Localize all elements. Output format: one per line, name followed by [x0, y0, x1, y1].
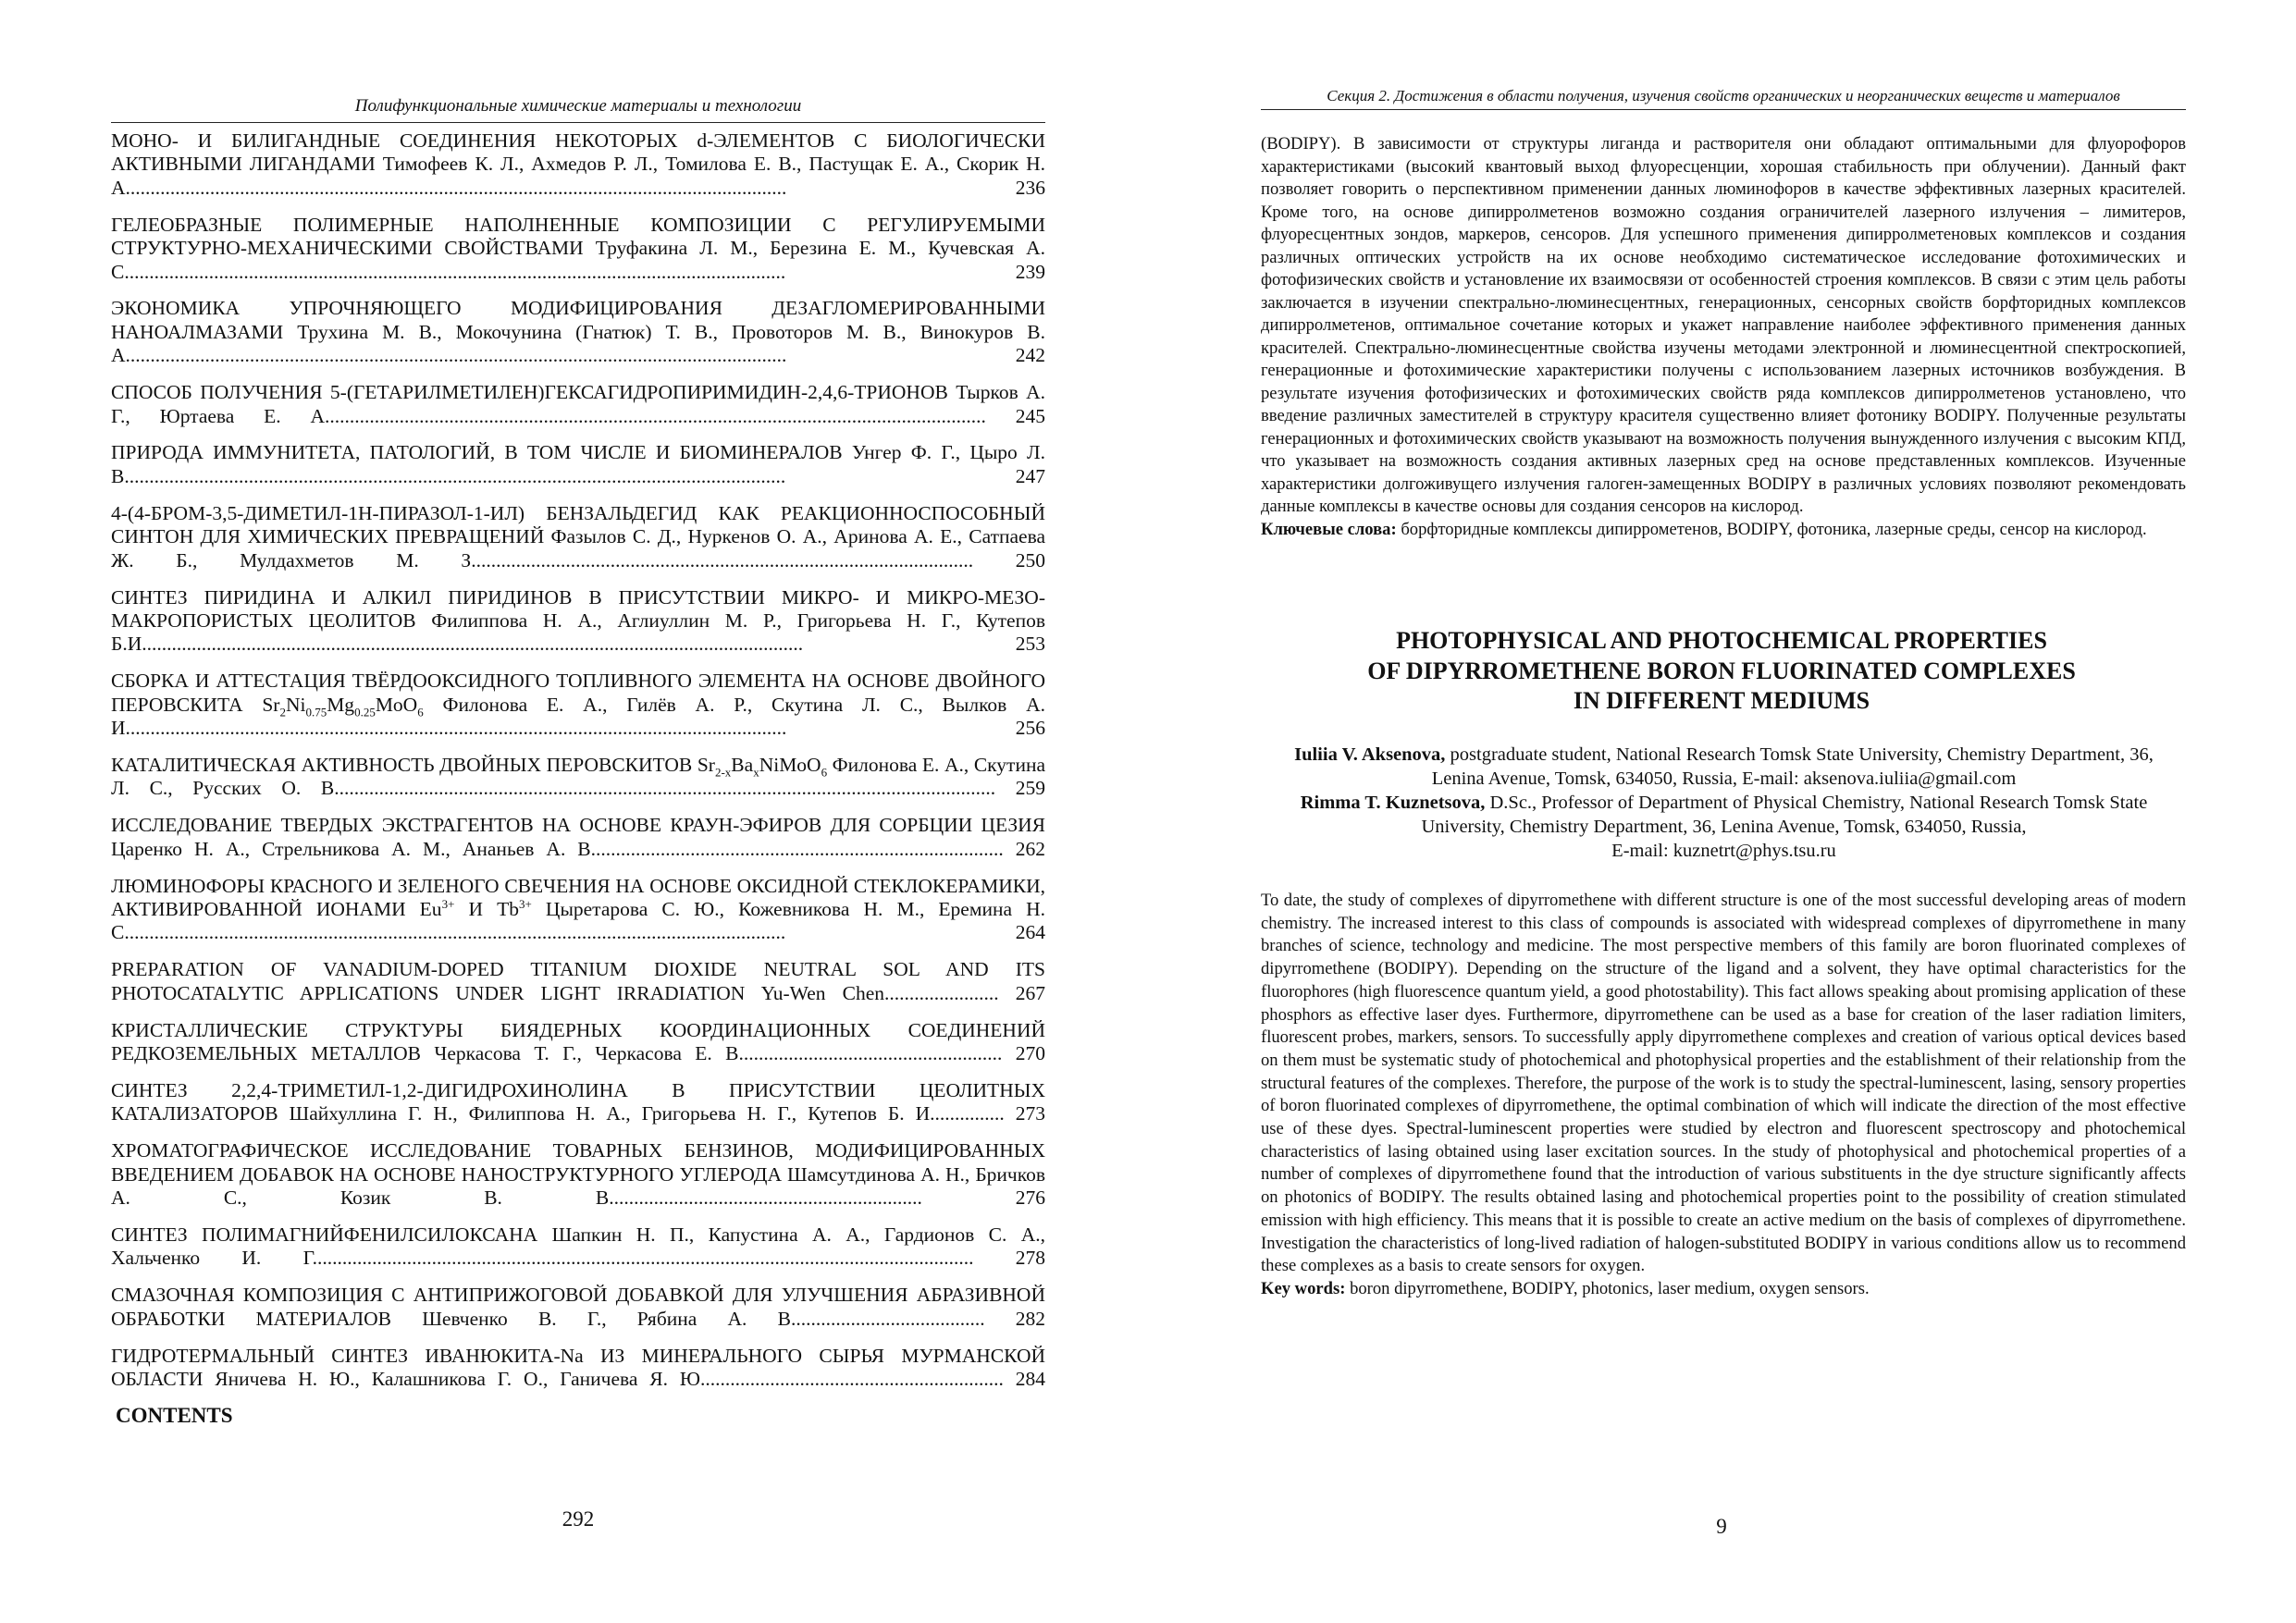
toc-page-number: 262	[1015, 837, 1046, 860]
ion-charge: 3+	[518, 896, 532, 911]
header-rule	[111, 122, 1045, 123]
toc-leader: ..................................................................................	[596, 837, 1004, 860]
toc-leader: ....................................................................................................................................	[130, 344, 787, 367]
toc-entry-authors: Унгер Ф. Г., Цыро Л. В.	[111, 441, 1046, 487]
toc-page-number: 284	[1015, 1367, 1046, 1390]
toc-entry-title: СИНТЕЗ ПОЛИМАГНИЙФЕНИЛСИЛОКСАНА	[111, 1223, 538, 1246]
toc-entry-authors: Яничева Н. Ю., Калашникова Г. О., Ганичева Я. Ю.	[215, 1367, 706, 1390]
page-number: 9	[1716, 1515, 1727, 1538]
toc-leader: ....................................................................................................................................	[130, 176, 787, 199]
toc-leader: ....................................................	[743, 1042, 1003, 1064]
toc-leader: ....................................................................................................................................	[329, 404, 986, 427]
toc-entry	[111, 1139, 1045, 1210]
toc-entry-title: ИССЛЕДОВАНИЕ ТВЕРДЫХ ЭКСТРАГЕНТОВ НА ОСНОВЕ КРАУН-ЭФИРОВ ДЛЯ СОРБЦИИ ЦЕЗИЯ	[111, 814, 1045, 837]
toc-entry	[111, 1079, 1045, 1126]
toc-entry-title: ХРОМАТОГРАФИЧЕСКОЕ ИССЛЕДОВАНИЕ ТОВАРНЫХ БЕНЗИНОВ, МОДИФИЦИРОВАННЫХ ВВЕДЕНИЕМ ДОБАВОК НА ОСНОВЕ НАНОСТРУКТУРНОГО УГЛЕРОДА	[111, 1139, 1045, 1186]
toc-entry-title: МОНО- И БИЛИГАНДНЫЕ СОЕДИНЕНИЯ НЕКОТОРЫХ d-ЭЛЕМЕНТОВ С БИОЛОГИЧЕСКИ АКТИВНЫМИ ЛИГАНДАМИ	[111, 129, 1045, 176]
toc-entry-authors: Yu-Wen Chen	[760, 981, 885, 1004]
toc-leader: ..............................................................	[613, 1187, 922, 1210]
toc-entry-title: СМАЗОЧНАЯ КОМПОЗИЦИЯ С АНТИПРИЖОГОВОЙ ДОБАВКОЙ ДЛЯ УЛУЧШЕНИЯ АБРАЗИВНОЙ ОБРАБОТКИ МАТЕРИАЛОВ	[111, 1284, 1045, 1330]
toc-page-number: 278	[1015, 1247, 1045, 1270]
author-email: E-mail: kuznetrt@phys.tsu.ru	[1611, 841, 1836, 861]
toc-entry-title: СИНТЕЗ ПИРИДИНА И АЛКИЛ ПИРИДИНОВ В ПРИСУТСТВИИ МИКРО- И МИКРО-МЕЗО-МАКРОПОРИСТЫХ ЦЕОЛИТОВ	[111, 585, 1045, 632]
toc-page-number: 253	[1015, 633, 1045, 656]
toc-leader: ....................................................................................................................................	[339, 777, 996, 800]
toc-entry	[111, 586, 1045, 657]
running-head: Полифункциональные химические материалы и технологии	[354, 96, 802, 116]
title-line: OF DIPYRROMETHENE BORON FLUORINATED COMPLEXES	[1367, 657, 2076, 684]
toc-page-number: 236	[1015, 176, 1045, 199]
toc-entry-title-cont: И Tb	[454, 897, 519, 920]
toc-entry-authors: Шайхуллина Г. Н., Филиппова Н. А., Григорьева Н. Г., Кутепов Б. И.	[289, 1102, 935, 1125]
toc-entry-authors: Труфакина Л. М., Березина Е. М., Кучевская А. С.	[111, 237, 1046, 283]
running-head: Секция 2. Достижения в области получения, изучения свойств органических и неорганических веществ и материалов	[1327, 87, 2120, 105]
toc-entry	[111, 1284, 1045, 1331]
formula-element: Ni	[285, 693, 306, 716]
author-affiliation: postgraduate student, National Research Tomsk State University, Chemistry Department, 36, Lenina Avenue, Tomsk, 634050, Russia, E-mail: aksenova.iuliia@gmail.com	[1431, 744, 2154, 789]
formula-subscript: 0.75	[305, 704, 327, 719]
russian-abstract	[1261, 133, 2186, 541]
toc-page-number: 242	[1015, 344, 1045, 367]
formula-element: Ba	[731, 753, 754, 776]
toc-page-number: 247	[1015, 464, 1045, 487]
toc-entry-authors: Филонова Е. А., Гилёв А. Р., Скутина Л. С., Вылков А. И.	[111, 693, 1045, 740]
toc-leader: ....................................................................................................................................	[316, 1247, 974, 1270]
toc-page-number: 282	[1015, 1307, 1046, 1330]
right-page	[1148, 0, 2296, 1623]
paper-title	[1305, 626, 2138, 717]
toc-entry-title: ЛЮМИНОФОРЫ КРАСНОГО И ЗЕЛЕНОГО СВЕЧЕНИЯ НА ОСНОВЕ ОКСИДНОЙ СТЕКЛОКЕРАМИКИ, АКТИВИРОВАННОЙ ИОНАМИ Eu	[111, 874, 1045, 920]
toc-entry-authors: Тырков А. Г., Юртаева Е. А.	[111, 381, 1046, 427]
toc-entry	[111, 1223, 1045, 1271]
header-rule	[1261, 109, 2186, 110]
toc-entry-title: ГИДРОТЕРМАЛЬНЫЙ СИНТЕЗ ИВАНЮКИТА-Na ИЗ МИНЕРАЛЬНОГО СЫРЬЯ МУРМАНСКОЙ ОБЛАСТИ	[111, 1344, 1045, 1390]
keywords-label: Ключевые слова:	[1261, 519, 1397, 539]
toc-entry	[111, 1345, 1045, 1392]
toc-leader: ..............	[934, 1102, 1005, 1125]
toc-page-number: 267	[1015, 981, 1045, 1004]
toc-entry-authors: Шевченко В. Г., Рябина А. В.	[422, 1307, 796, 1330]
toc-page-number: 270	[1015, 1042, 1046, 1064]
toc-entry-title: СБОРКА И АТТЕСТАЦИЯ ТВЁРДООКСИДНОГО ТОПЛИВНОГО ЭЛЕМЕНТА НА ОСНОВЕ ДВОЙНОГО ПЕРОВСКИТА Sr	[111, 670, 1045, 716]
toc-leader: ....................................................................................................................................	[130, 717, 787, 740]
title-line: PHOTOPHYSICAL AND PHOTOCHEMICAL PROPERTIES	[1396, 627, 2047, 654]
author-1	[1287, 743, 2161, 791]
toc-entry-title: PREPARATION OF VANADIUM-DOPED TITANIUM DIOXIDE NEUTRAL SOL AND ITS PHOTOCATALYTIC APPLICATIONS UNDER LIGHT IRRADIATION	[111, 958, 1045, 1004]
author-name: Rimma T. Kuznetsova,	[1300, 793, 1486, 813]
ion-charge: 3+	[441, 896, 455, 911]
toc-page-number: 259	[1015, 777, 1045, 800]
formula-subscript: 2-x	[714, 765, 732, 780]
toc-entry-title: ПРИРОДА ИММУНИТЕТА, ПАТОЛОГИЙ, В ТОМ ЧИСЛЕ И БИОМИНЕРАЛОВ	[111, 441, 843, 464]
author-2	[1287, 791, 2161, 863]
toc-entry	[111, 502, 1045, 572]
toc-entry	[111, 958, 1045, 1005]
toc-page-number: 245	[1015, 404, 1045, 427]
toc-page-number: 276	[1015, 1187, 1045, 1210]
formula-subscript: x	[753, 765, 759, 780]
formula-element: MoO	[375, 693, 418, 716]
toc-entry-title: 4-(4-БРОМ-3,5-ДИМЕТИЛ-1Н-ПИРАЗОЛ-1-ИЛ) БЕНЗАЛЬДЕГИД КАК РЕАКЦИОННОСПОСОБНЫЙ СИНТОН ДЛЯ ХИМИЧЕСКИХ ПРЕВРАЩЕНИЙ	[111, 501, 1045, 548]
toc-entry-authors: Филонова Е. А., Скутина Л. С., Русских О. В.	[111, 753, 1046, 800]
author-affiliation: D.Sc., Professor of Department of Physical Chemistry, National Research Tomsk State University, Chemistry Department, 36, Lenina Avenue, Tomsk, 634050, Russia,	[1421, 793, 2148, 837]
toc-entry-title: ЭКОНОМИКА УПРОЧНЯЮЩЕГО МОДИФИЦИРОВАНИЯ ДЕЗАГЛОМЕРИРОВАННЫМИ НАНОАЛМАЗАМИ	[111, 297, 1045, 343]
authors-block	[1287, 743, 2161, 863]
toc-entry-title: КАТАЛИТИЧЕСКАЯ АКТИВНОСТЬ ДВОЙНЫХ ПЕРОВСКИТОВ Sr	[111, 753, 715, 776]
formula-subscript: 2	[279, 704, 286, 719]
russian-abstract-text: (BODIPY). В зависимости от структуры лиганда и растворителя они обладают оптимальными для флуорофоров характеристиками (высокий квантовый выход флуоресценции, хорошая стабильность при облучении). Данный факт позволяет говорить о перспективном применении данных люминофоров в качестве эффективных лазерных красителей. Кроме того, на основе дипирролметенов возможно создания ограничителей лазерного излучения – лимитеров, флуоресцентных зондов, маркеров, сенсоров. Для успешного применения дипирролметеновых комплексов и создания различных оптических устройств на их основе необходимо систематическое исследование фотохимических и фотофизических свойств и установление их взаимосвязи от особенностей строения комплексов. В связи с этим цель работы заключается в изучении спектрально-люминесцентных, генерационных, сенсорных свойств борфторидных комплексов дипирролметенов, оптимальное сочетание которых и укажет направление наиболее эффективного применения данных красителей. Спектрально-люминесцентные свойства изучены методами электронной и люминесцентной спектроскопией, генерационные и фотохимические характеристики получены с использованием лазерных источников возбуждения. В результате изучения фотофизических и фотохимических свойств ряда комплексов дипирролметенов установлено, что введение различных заместителей в структуру красителя существенно влияет фотонику BODIPY. Полученные результаты генерационных и фотохимических свойств указывают на возможность получения вынужденного излучения с высоким КПД, что указывает на возможность создания активных лазерных сред на основе представленных комплексов. Изученные характеристики долгоживущего излучения галоген-замещенных BODIPY в различных условиях позволяют рекомендовать данные комплексы в качестве основы для создания сенсоров на кислород.	[1261, 134, 2186, 516]
toc-leader: ....................................................................................................................................	[129, 464, 786, 487]
formula-subscript: 6	[417, 704, 424, 719]
toc-leader: ......................................	[796, 1307, 985, 1330]
toc-entry	[111, 875, 1045, 945]
toc-entry	[111, 129, 1045, 200]
toc-entry	[111, 441, 1045, 488]
toc-page-number: 250	[1015, 548, 1045, 572]
formula-element: Mg	[327, 693, 355, 716]
page-number: 292	[562, 1507, 595, 1531]
toc-entry	[111, 381, 1045, 428]
toc-entry	[111, 814, 1045, 861]
toc-entry-authors: Цыретарова С. Ю., Кожевникова Н. М., Еремина Н. С.	[111, 897, 1045, 944]
toc-entry-authors: Трухина М. В., Мокочунина (Гнатюк) Т. В., Провоторов М. В., Винокуров В. А.	[111, 320, 1045, 367]
toc-entry	[111, 214, 1045, 284]
toc-leader: ....................................................................................................................................	[146, 633, 804, 656]
toc-entry-authors: Царенко Н. А., Стрельникова А. М., Ананьев А. В.	[111, 837, 597, 860]
contents-heading: CONTENTS	[116, 1404, 233, 1427]
toc-leader: ....................................................................................................................................	[129, 921, 786, 944]
toc-entry-title: СИНТЕЗ 2,2,4-ТРИМЕТИЛ-1,2-ДИГИДРОХИНОЛИНА В ПРИСУТСТВИИ ЦЕОЛИТНЫХ КАТАЛИЗАТОРОВ	[111, 1078, 1045, 1125]
formula-subscript: 0.25	[354, 704, 376, 719]
title-line: IN DIFFERENT MEDIUMS	[1573, 687, 1870, 714]
toc-page-number: 256	[1015, 717, 1045, 740]
keywords-text: boron dipyrromethene, BODIPY, photonics, laser medium, oxygen sensors.	[1345, 1278, 1870, 1298]
toc-entry	[111, 1019, 1045, 1066]
table-of-contents	[111, 129, 1045, 1405]
toc-entry	[111, 754, 1045, 801]
toc-entry-authors: Филиппова Н. А., Аглиуллин М. Р., Григорьева Н. Г., Кутепов Б.И.	[111, 609, 1045, 656]
author-name: Iuliia V. Aksenova,	[1294, 744, 1446, 765]
english-abstract	[1261, 890, 2186, 1301]
formula-element: NiMoO	[759, 753, 821, 776]
toc-leader: ....................................................................................................	[475, 548, 974, 572]
toc-entry-authors: Черкасова Т. Г., Черкасова Е. В.	[434, 1042, 744, 1064]
toc-page-number: 273	[1015, 1102, 1045, 1125]
toc-page-number: 239	[1015, 260, 1045, 283]
toc-entry	[111, 297, 1045, 367]
toc-leader: ............................................................	[705, 1367, 1004, 1390]
english-abstract-text: To date, the study of complexes of dipyrromethene with different structure is one of the most successful developing areas of modern chemistry. The increased interest to this class of compounds is associated with widespread complexes of dipyrromethene in many branches of science, technology and medicine. The most perspective members of this family are boron fluorinated complexes of dipyrromethene (BODIPY). Depending on the structure of the ligand and a solvent, they have optimal characteristics for the fluorophores (high fluorescence quantum yield, a good photostability). This fact allows speaking about promising application of these phosphors as effective laser dyes. Furthermore, dipyrromethene can be used as a base for creation of the laser radiation limiters, fluorescent probes, markers, sensors. To successfully apply dipyrromethene complexes and creation of various optical devices based on them must be systematic study of photochemical and photophysical properties and the establishment of their relationship from the structural features of the complexes. Therefore, the purpose of the work is to study the spectral-luminescent, lasing, sensory properties of boron fluorinated complexes of dipyrromethene, the optimal combination of which will indicate the direction of the most effective use of these dyes. Spectral-luminescent properties were studied by electron and fluorescent spectroscopy and photochemical characteristics of lasing obtained using laser excitation sources. In the study of photophysical and photochemical properties of a number of complexes of dipyrromethene found that the introduction of various substituents in the dye structure significantly affects on photonics of BODIPY. The results obtained lasing and photochemical properties point to the possibility of creation stimulated emission with high efficiency. This means that it is possible to create an active medium on the basis of complexes of dipyrromethene. Investigation the characteristics of long-lived radiation of halogen-substituted BODIPY in various conditions allow us to recommend these complexes as a basis to create sensors for oxygen.	[1261, 891, 2186, 1276]
keywords-text: борфторидные комплексы дипиррометенов, BODIPY, фотоника, лазерные среды, сенсор на кислород.	[1396, 519, 2147, 539]
toc-entry	[111, 670, 1045, 740]
keywords-label: Key words:	[1261, 1278, 1346, 1298]
toc-entry-authors: Тимофеев К. Л., Ахмедов Р. Л., Томилова Е. В., Пастущак Е. А., Скорик Н. А.	[111, 153, 1046, 199]
toc-entry-authors: Фазылов С. Д., Нуркенов О. А., Аринова А. Е., Сатпаева Ж. Б., Мулдахметов М. З.	[111, 525, 1045, 572]
toc-entry-authors: Шапкин Н. П., Капустина А. А., Гардионов С. А., Хальченко И. Г.	[111, 1223, 1045, 1270]
formula-subscript: 6	[821, 765, 828, 780]
toc-entry-title: СПОСОБ ПОЛУЧЕНИЯ 5-(ГЕТАРИЛМЕТИЛЕН)ГЕКСАГИДРОПИРИМИДИН-2,4,6-ТРИОНОВ	[111, 381, 948, 404]
toc-entry-title: ГЕЛЕОБРАЗНЫЕ ПОЛИМЕРНЫЕ НАПОЛНЕННЫЕ КОМПОЗИЦИИ С РЕГУЛИРУЕМЫМИ СТРУКТУРНО-МЕХАНИЧЕСКИМИ СВОЙСТВАМИ	[111, 213, 1045, 260]
toc-entry-authors: Шамсутдинова А. Н., Бричков А. С., Козик В. В.	[111, 1162, 1045, 1210]
toc-leader: .......................	[884, 981, 999, 1004]
toc-entry-title: КРИСТАЛЛИЧЕСКИЕ СТРУКТУРЫ БИЯДЕРНЫХ КООРДИНАЦИОННЫХ СОЕДИНЕНИЙ РЕДКОЗЕМЕЛЬНЫХ МЕТАЛЛОВ	[111, 1018, 1045, 1064]
toc-leader: ....................................................................................................................................	[129, 260, 786, 283]
toc-page-number: 264	[1015, 921, 1045, 944]
